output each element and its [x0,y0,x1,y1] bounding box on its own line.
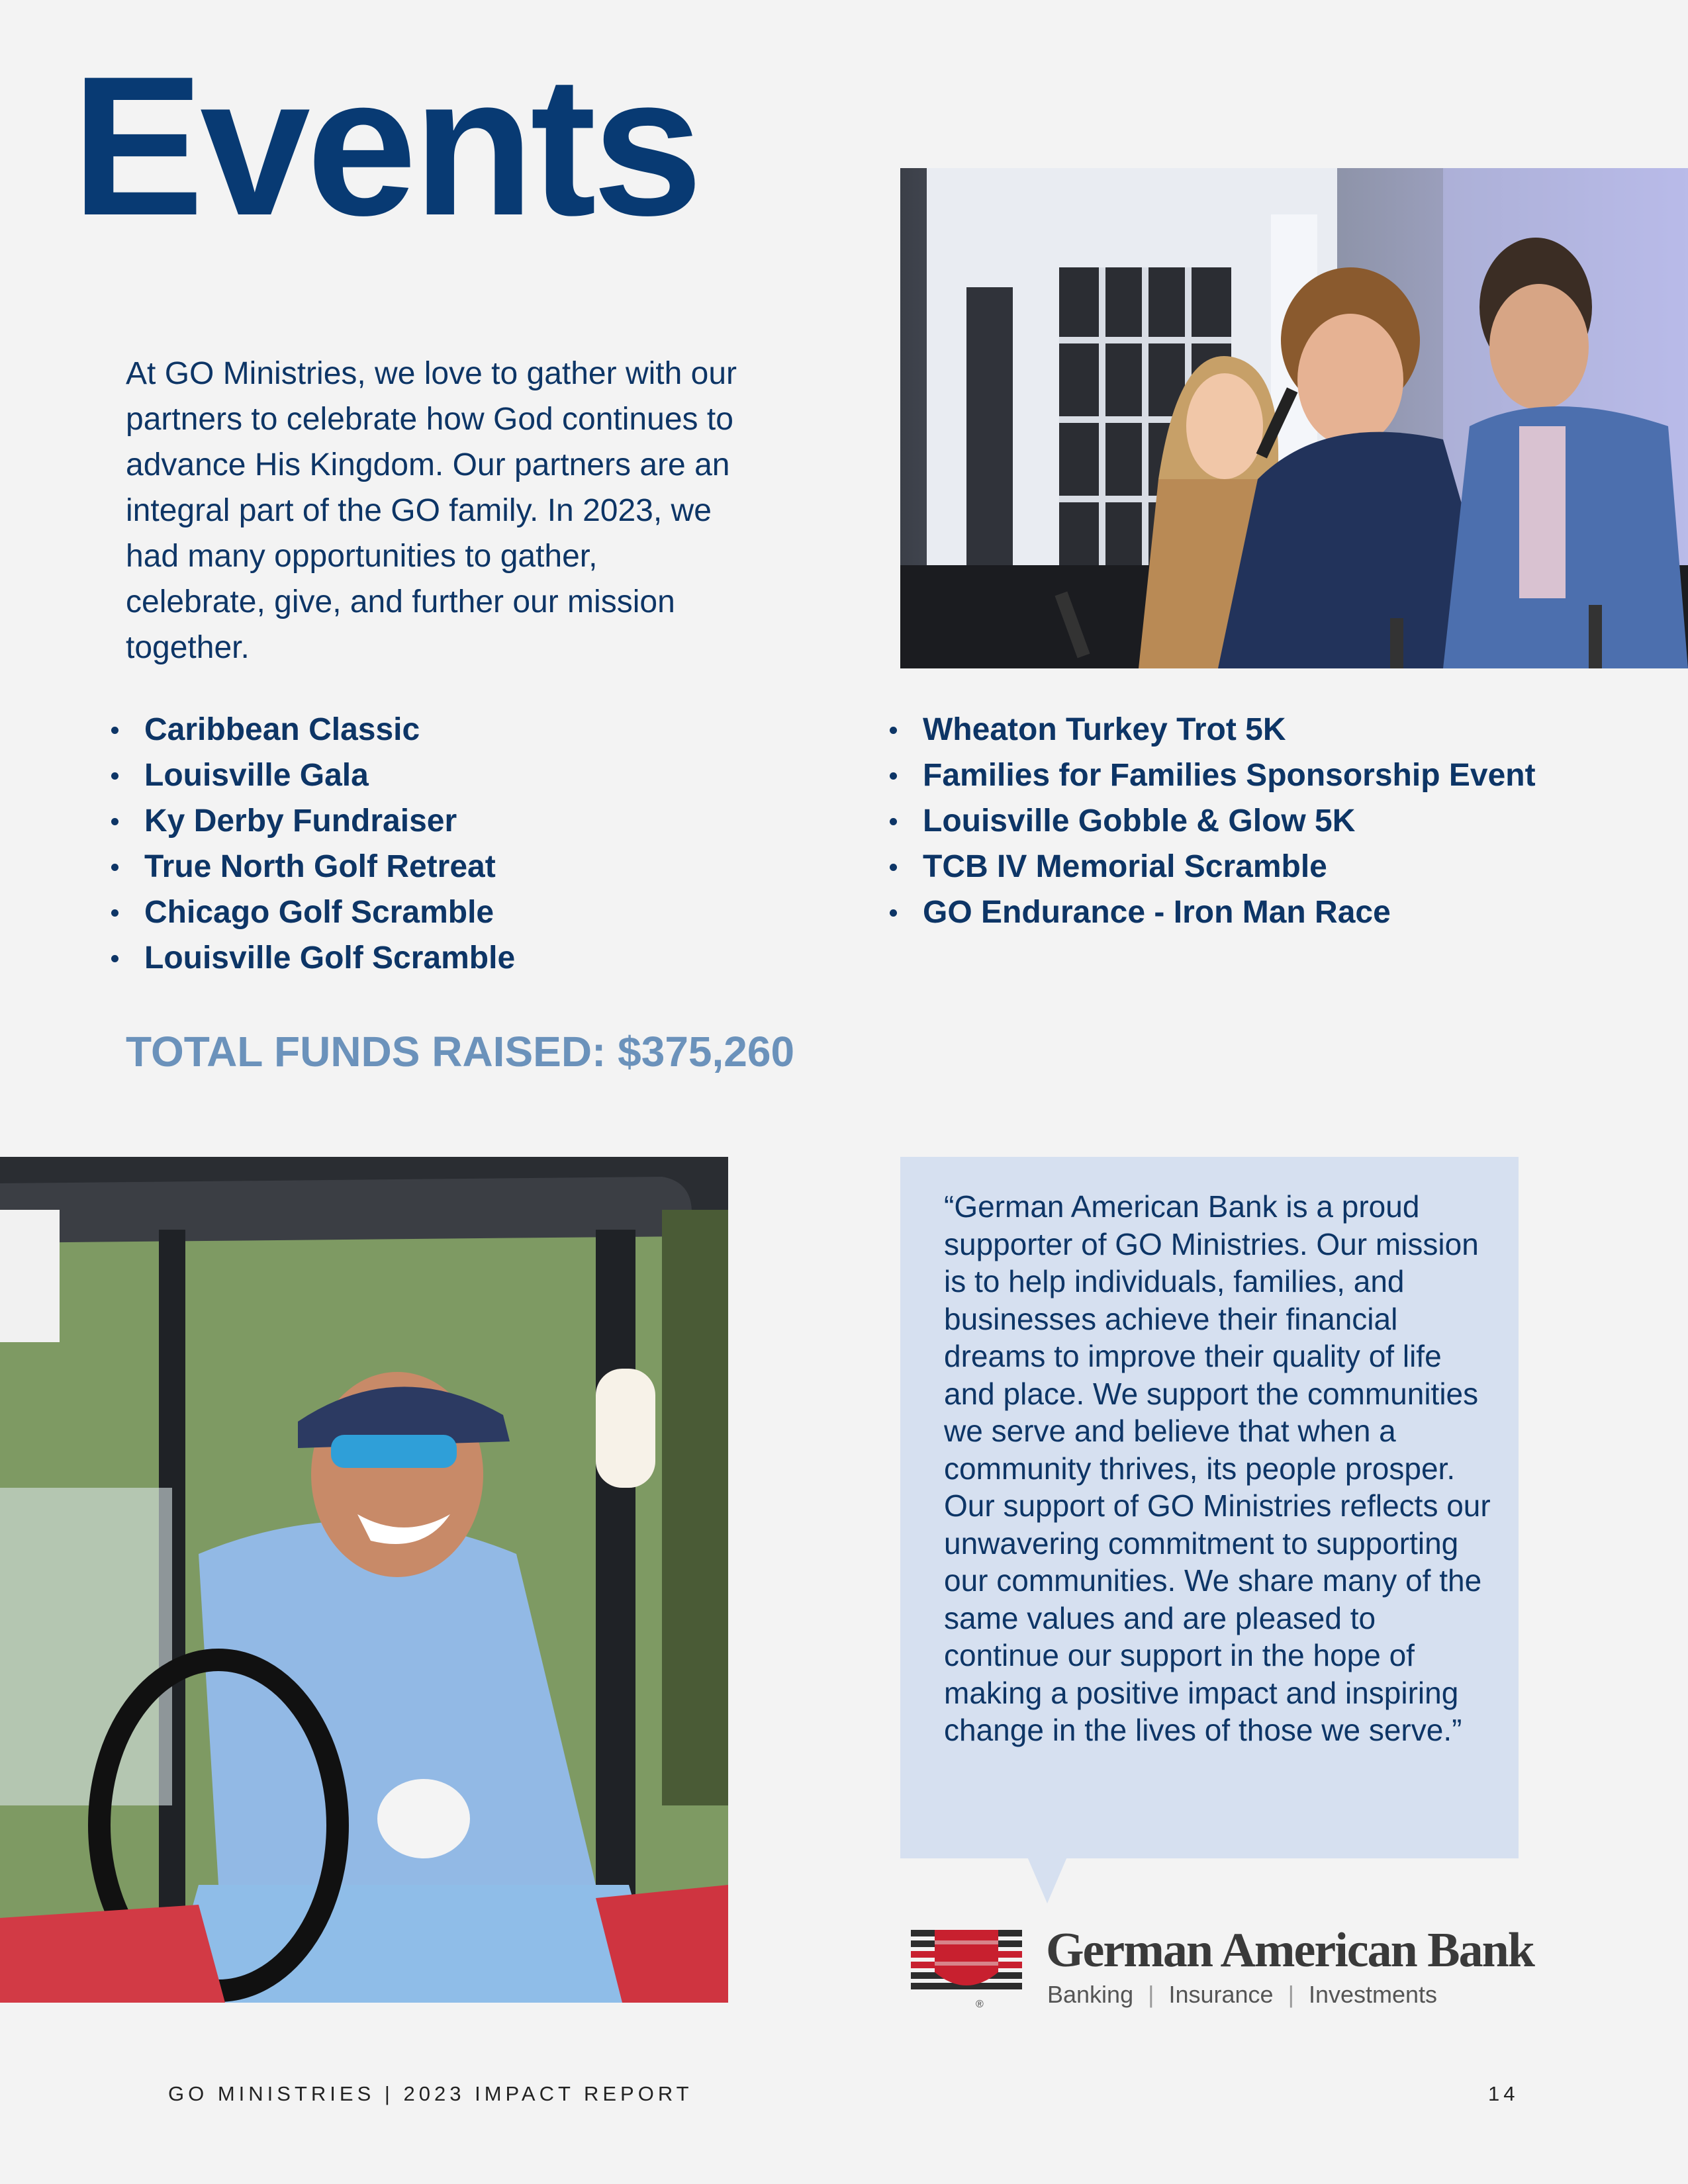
list-item: TCB IV Memorial Scramble [904,844,1566,889]
list-item: Louisville Gobble & Glow 5K [904,798,1566,844]
list-item: Louisville Golf Scramble [126,935,827,981]
list-item: Ky Derby Fundraiser [126,798,827,844]
tagline-separator: | [1148,1981,1154,2008]
list-item: Louisville Gala [126,752,827,798]
tagline-investments: Investments [1308,1981,1438,2008]
events-list-right [904,707,1566,935]
bank-name: German American Bank [1046,1923,1534,1978]
list-item: Caribbean Classic [126,707,827,752]
footer-report-title: GO MINISTRIES | 2023 IMPACT REPORT [168,2082,693,2105]
bank-tagline [1047,1981,1437,2009]
list-item: Chicago Golf Scramble [126,889,827,935]
registered-mark: ® [976,1999,984,2010]
total-funds-raised: TOTAL FUNDS RAISED: $375,260 [126,1028,795,1075]
tagline-separator: | [1288,1981,1294,2008]
sponsor-quote: “German American Bank is a proud supporter of GO Ministries. Our mission is to help individuals, families, and businesses achieve their financial dreams to improve their quality of life and place. We support the communities we serve and believe that when a community thrives, its people prosper. Our support of GO Ministries reflects our unwavering commitment to supporting our communities. We share many of the same values and are pleased to continue our support in the hope of making a positive impact and inspiring change in the lives of those we serve.” [944,1189,1491,1747]
page-title: Events [71,34,699,257]
list-item: Families for Families Sponsorship Event [904,752,1566,798]
panel-discussion-photo [900,168,1688,668]
bank-logo-mark-icon [908,1926,1041,2019]
tagline-insurance: Insurance [1168,1981,1274,2008]
events-list-left [126,707,827,981]
golf-cart-photo [0,1157,728,2003]
page-number: 14 [1488,2082,1519,2105]
quote-tail [1027,1857,1067,1903]
list-item: True North Golf Retreat [126,844,827,889]
intro-paragraph: At GO Ministries, we love to gather with our partners to celebrate how God continues to advance His Kingdom. Our partners are an integral part of the GO family. In 2023, we had many opportunities to gather, celebrate, give, and further our mission together. [126,356,737,665]
tagline-banking: Banking [1047,1981,1134,2008]
list-item: Wheaton Turkey Trot 5K [904,707,1566,752]
list-item: GO Endurance - Iron Man Race [904,889,1566,935]
